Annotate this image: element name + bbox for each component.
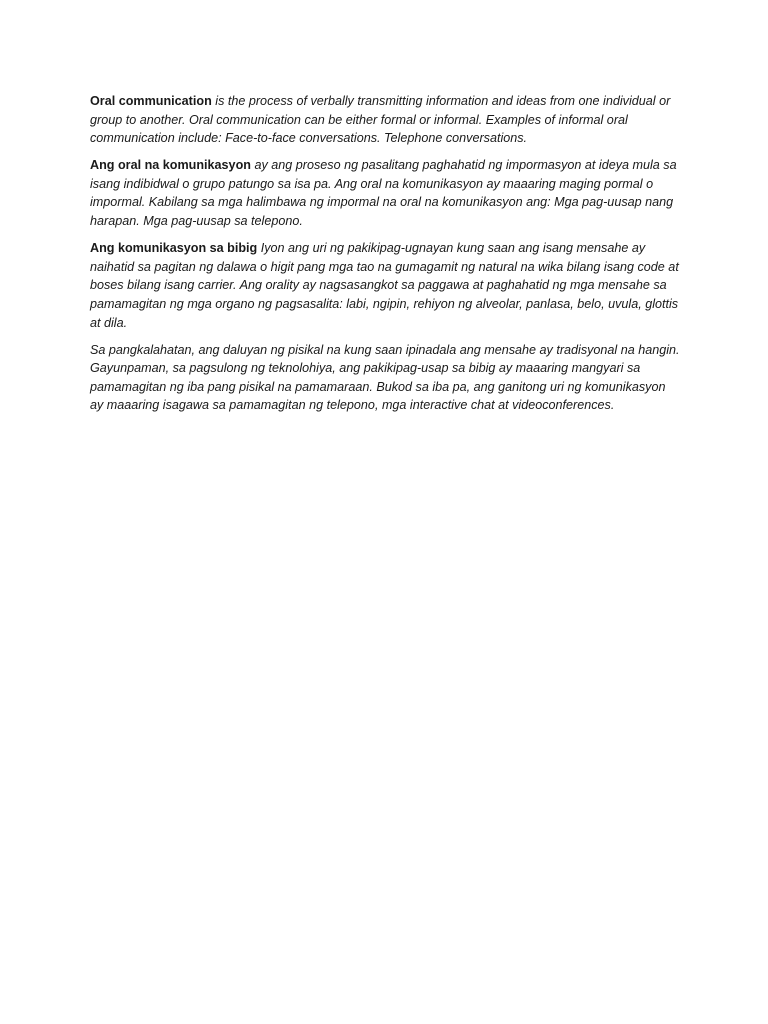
paragraph-oral-na-komunikasyon [90, 156, 680, 230]
paragraph-lead: Ang komunikasyon sa bibig [90, 241, 258, 256]
paragraph-text: is the process of verbally transmitting information and ideas from one individual or group to another. Oral communication can be either formal or informal. Examples of informal oral communication include: Face-to-face conversations. Telephone conversations. [90, 94, 671, 146]
paragraph-oral-communication [90, 92, 680, 148]
paragraph-pangkalahatan [90, 341, 680, 415]
paragraph-text: Iyon ang uri ng pakikipag-ugnayan kung saan ang isang mensahe ay naihatid sa pagitan ng dalawa o higit pang mga tao na gumagamit ng natural na wika bilang isang code at boses bilang isang carrier. Ang orality ay nagsasangkot sa paggawa at paghahatid ng mga mensahe sa pamamagitan ng mga organo ng pagsasalita: labi, ngipin, rehiyon ng alveolar, panlasa, belo, uvula, glottis at dila. [90, 241, 679, 330]
paragraph-lead: Ang oral na komunikasyon [90, 158, 251, 173]
paragraph-text: ay ang proseso ng pasalitang paghahatid ng impormasyon at ideya mula sa isang indibidwal o grupo patungo sa isa pa. Ang oral na komunikasyon ay maaaring maging pormal o impormal. Kabilang sa mga halimbawa ng impormal na oral na komunikasyon ang: Mga pag-uusap nang harapan. Mga pag-uusap sa telepono. [90, 158, 677, 229]
paragraph-text: Sa pangkalahatan, ang daluyan ng pisikal na kung saan ipinadala ang mensahe ay tradisyonal na hangin. Gayunpaman, sa pagsulong ng teknolohiya, ang pakikipag-usap sa bibig ay maaaring mangyari sa pamamagitan ng iba pang pisikal na pamamaraan. Bukod sa iba pa, ang ganitong uri ng komunikasyon ay maaaring isagawa sa pamamagitan ng telepono, mga interactive chat at videoconferences. [90, 342, 680, 413]
document-body [90, 92, 680, 424]
paragraph-lead: Oral communication [90, 94, 212, 108]
paragraph-komunikasyon-sa-bibig [90, 239, 680, 332]
